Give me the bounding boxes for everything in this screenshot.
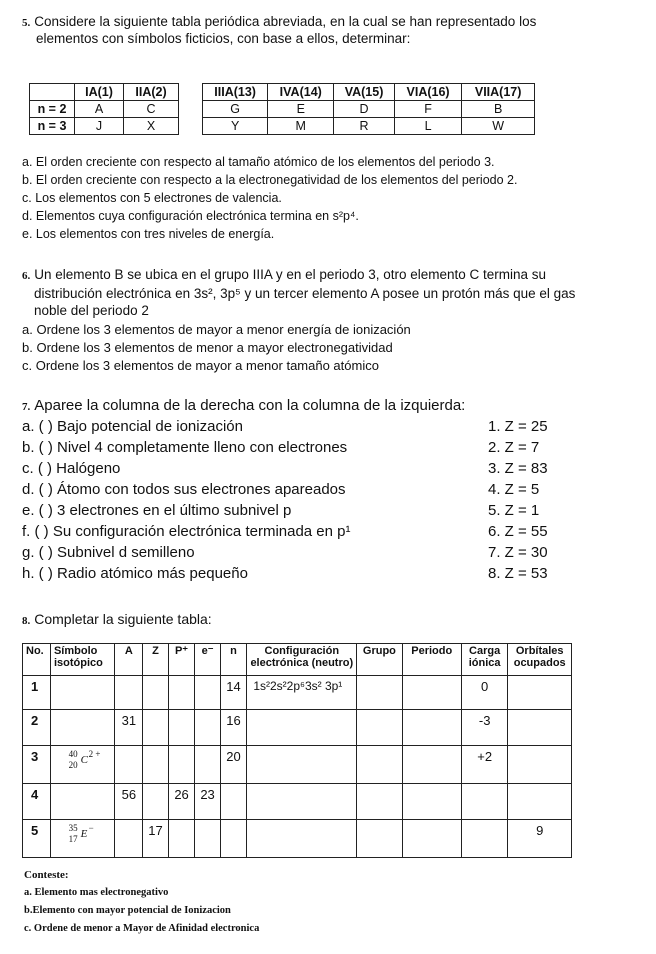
q7-title-text: Aparee la columna de la derecha con la columna de la izquierda: bbox=[34, 397, 466, 414]
q5-text-line2: elementos con símbolos ficticios, con base a ellos, determinar: bbox=[36, 31, 411, 46]
element-symbol: D bbox=[334, 101, 395, 118]
q8-title bbox=[22, 611, 212, 627]
table-header: e⁻ bbox=[195, 644, 220, 676]
cell-orb bbox=[508, 710, 572, 746]
atomic-number: 17 bbox=[68, 834, 78, 844]
table-header: Configuración electrónica (neutro) bbox=[247, 644, 357, 676]
list-item: e. Los elementos con tres niveles de energía. bbox=[22, 227, 275, 241]
contest-section bbox=[24, 866, 624, 938]
list-item: b.Elemento con mayor potencial de Ionizacion bbox=[24, 905, 231, 916]
cell-A: 31 bbox=[115, 710, 143, 746]
element-symbol: M bbox=[268, 118, 334, 135]
list-item: c. Ordene de menor a Mayor de Afinidad electronica bbox=[24, 923, 260, 934]
cell-e bbox=[195, 710, 220, 746]
match-left-item: e. ( ) 3 electrones en el último subnivel p bbox=[22, 502, 292, 519]
list-item: c. Ordene los 3 elementos de mayor a menor tamaño atómico bbox=[22, 358, 379, 373]
table-header: IIA(2) bbox=[124, 84, 179, 101]
cell-carga: 0 bbox=[461, 676, 508, 710]
periodic-table-right bbox=[202, 83, 535, 135]
table-header: VIIA(17) bbox=[462, 84, 535, 101]
cell-iso bbox=[50, 784, 114, 820]
cell-Z bbox=[143, 676, 168, 710]
element-symbol: E bbox=[268, 101, 334, 118]
match-right-item: 2. Z = 7 bbox=[488, 439, 540, 456]
cell-grupo bbox=[357, 676, 402, 710]
completion-table bbox=[22, 643, 572, 858]
cell-A bbox=[115, 820, 143, 858]
table-header: No. bbox=[23, 644, 51, 676]
cell-iso bbox=[50, 710, 114, 746]
element-symbol: J bbox=[75, 118, 124, 135]
cell-grupo bbox=[357, 820, 402, 858]
cell-n bbox=[220, 784, 247, 820]
cell-periodo bbox=[402, 710, 461, 746]
cell-iso bbox=[50, 746, 114, 784]
element-symbol: A bbox=[75, 101, 124, 118]
cell-orb: 9 bbox=[508, 820, 572, 858]
cell-e bbox=[195, 746, 220, 784]
matching-columns bbox=[22, 418, 622, 593]
q5-text-line1: Considere la siguiente tabla periódica abreviada, en la cual se han representado los bbox=[34, 14, 537, 29]
cell-no: 4 bbox=[23, 784, 51, 820]
element-symbol: C bbox=[80, 754, 88, 766]
cell-config bbox=[247, 746, 357, 784]
cell-carga: +2 bbox=[461, 746, 508, 784]
table-header: IIIA(13) bbox=[203, 84, 268, 101]
cell-P bbox=[168, 820, 195, 858]
cell-orb bbox=[508, 784, 572, 820]
match-left-item: c. ( ) Halógeno bbox=[22, 460, 121, 477]
table-row bbox=[23, 820, 572, 858]
table-header: Z bbox=[143, 644, 168, 676]
cell-config bbox=[247, 820, 357, 858]
q6-text-line: Un elemento B se ubica en el grupo IIIA y en el periodo 3, otro elemento C termina su bbox=[34, 267, 547, 282]
cell-orb bbox=[508, 746, 572, 784]
match-left-item: b. ( ) Nivel 4 completamente lleno con electrones bbox=[22, 439, 348, 456]
match-right-item: 5. Z = 1 bbox=[488, 502, 540, 519]
cell-periodo bbox=[402, 676, 461, 710]
element-symbol: W bbox=[462, 118, 535, 135]
list-item: d. Elementos cuya configuración electrónica termina en s²p⁴. bbox=[22, 209, 359, 223]
match-right-item: 4. Z = 5 bbox=[488, 481, 540, 498]
list-item: b. Ordene los 3 elementos de menor a mayor electronegatividad bbox=[22, 340, 393, 355]
cell-A bbox=[115, 746, 143, 784]
match-left-item: f. ( ) Su configuración electrónica terminada en p¹ bbox=[22, 523, 351, 540]
cell-Z: 17 bbox=[143, 820, 168, 858]
row-label: n = 3 bbox=[30, 118, 75, 135]
match-left-item: g. ( ) Subnivel d semilleno bbox=[22, 544, 195, 561]
match-right-item: 7. Z = 30 bbox=[488, 544, 548, 561]
table-row bbox=[23, 784, 572, 820]
cell-Z bbox=[143, 746, 168, 784]
q5-items bbox=[22, 153, 642, 243]
q7-number: 7. bbox=[22, 401, 31, 413]
element-symbol: R bbox=[334, 118, 395, 135]
table-header: Símbolo isotópico bbox=[50, 644, 114, 676]
match-right-item: 1. Z = 25 bbox=[488, 418, 548, 435]
table-header: IA(1) bbox=[75, 84, 124, 101]
cell-config: 1s²2s²2p⁶3s² 3p¹ bbox=[247, 676, 357, 710]
cell-e bbox=[195, 820, 220, 858]
cell-no: 1 bbox=[23, 676, 51, 710]
cell-periodo bbox=[402, 784, 461, 820]
cell-P bbox=[168, 676, 195, 710]
cell-Z bbox=[143, 784, 168, 820]
cell-carga bbox=[461, 820, 508, 858]
ion-charge: 2 + bbox=[88, 749, 101, 759]
table-header: Periodo bbox=[402, 644, 461, 676]
table-header: P⁺ bbox=[168, 644, 195, 676]
q6-items bbox=[22, 321, 642, 375]
match-right-item: 3. Z = 83 bbox=[488, 460, 548, 477]
cell-grupo bbox=[357, 746, 402, 784]
q6-statement bbox=[22, 266, 647, 319]
table-row bbox=[23, 746, 572, 784]
q8-title-text: Completar la siguiente tabla: bbox=[34, 611, 212, 627]
cell-no: 3 bbox=[23, 746, 51, 784]
table-header: Carga iónica bbox=[461, 644, 508, 676]
cell-grupo bbox=[357, 710, 402, 746]
table-header: VIA(16) bbox=[394, 84, 461, 101]
cell-carga: -3 bbox=[461, 710, 508, 746]
cell-carga bbox=[461, 784, 508, 820]
table-header: IVA(14) bbox=[268, 84, 334, 101]
list-item: b. El orden creciente con respecto a la electronegatividad de los elementos del periodo 2. bbox=[22, 173, 518, 187]
element-symbol: E bbox=[80, 828, 88, 840]
cell-n bbox=[220, 820, 247, 858]
q6-text-line: distribución electrónica en 3s², 3p⁵ y un tercer elemento A posee un protón más que el gas bbox=[34, 286, 576, 301]
cell-periodo bbox=[402, 820, 461, 858]
isotope-symbol bbox=[63, 823, 103, 851]
atomic-number: 20 bbox=[68, 760, 78, 770]
q6-number: 6. bbox=[22, 270, 31, 282]
cell-iso bbox=[50, 820, 114, 858]
cell-n: 14 bbox=[220, 676, 247, 710]
element-symbol: C bbox=[124, 101, 179, 118]
list-item: a. El orden creciente con respecto al tamaño atómico de los elementos del periodo 3. bbox=[22, 155, 495, 169]
q5-number: 5. bbox=[22, 17, 31, 29]
table-header bbox=[30, 84, 75, 101]
cell-orb bbox=[508, 676, 572, 710]
match-left-item: d. ( ) Átomo con todos sus electrones apareados bbox=[22, 481, 346, 498]
match-left-item: h. ( ) Radio atómico más pequeño bbox=[22, 565, 248, 582]
cell-n: 20 bbox=[220, 746, 247, 784]
row-label: n = 2 bbox=[30, 101, 75, 118]
match-right-item: 8. Z = 53 bbox=[488, 565, 548, 582]
table-row bbox=[23, 676, 572, 710]
cell-iso bbox=[50, 676, 114, 710]
cell-grupo bbox=[357, 784, 402, 820]
element-symbol: G bbox=[203, 101, 268, 118]
table-header: VA(15) bbox=[334, 84, 395, 101]
cell-periodo bbox=[402, 746, 461, 784]
mass-number: 35 bbox=[68, 823, 78, 833]
contest-title: Conteste: bbox=[24, 869, 69, 881]
match-left-item: a. ( ) Bajo potencial de ionización bbox=[22, 418, 243, 435]
q7-title bbox=[22, 397, 465, 414]
q5-statement bbox=[22, 14, 642, 47]
list-item: c. Los elementos con 5 electrones de valencia. bbox=[22, 191, 282, 205]
table-header: Grupo bbox=[357, 644, 402, 676]
cell-no: 5 bbox=[23, 820, 51, 858]
list-item: a. Ordene los 3 elementos de mayor a menor energía de ionización bbox=[22, 322, 411, 337]
table-header: Orbítales ocupados bbox=[508, 644, 572, 676]
periodic-table-left bbox=[29, 83, 179, 135]
ion-charge: − bbox=[88, 823, 94, 833]
table-header: n bbox=[220, 644, 247, 676]
cell-config bbox=[247, 784, 357, 820]
list-item: a. Elemento mas electronegativo bbox=[24, 887, 169, 898]
table-row bbox=[23, 710, 572, 746]
cell-no: 2 bbox=[23, 710, 51, 746]
q6-text-line: noble del periodo 2 bbox=[34, 303, 149, 318]
element-symbol: L bbox=[394, 118, 461, 135]
isotope-symbol bbox=[63, 749, 103, 777]
cell-n: 16 bbox=[220, 710, 247, 746]
cell-e: 23 bbox=[195, 784, 220, 820]
element-symbol: B bbox=[462, 101, 535, 118]
cell-A bbox=[115, 676, 143, 710]
match-right-item: 6. Z = 55 bbox=[488, 523, 548, 540]
element-symbol: X bbox=[124, 118, 179, 135]
table-header: A bbox=[115, 644, 143, 676]
cell-P: 26 bbox=[168, 784, 195, 820]
cell-P bbox=[168, 710, 195, 746]
cell-Z bbox=[143, 710, 168, 746]
q8-number: 8. bbox=[22, 615, 31, 627]
cell-config bbox=[247, 710, 357, 746]
cell-A: 56 bbox=[115, 784, 143, 820]
cell-e bbox=[195, 676, 220, 710]
element-symbol: F bbox=[394, 101, 461, 118]
element-symbol: Y bbox=[203, 118, 268, 135]
mass-number: 40 bbox=[68, 749, 78, 759]
cell-P bbox=[168, 746, 195, 784]
